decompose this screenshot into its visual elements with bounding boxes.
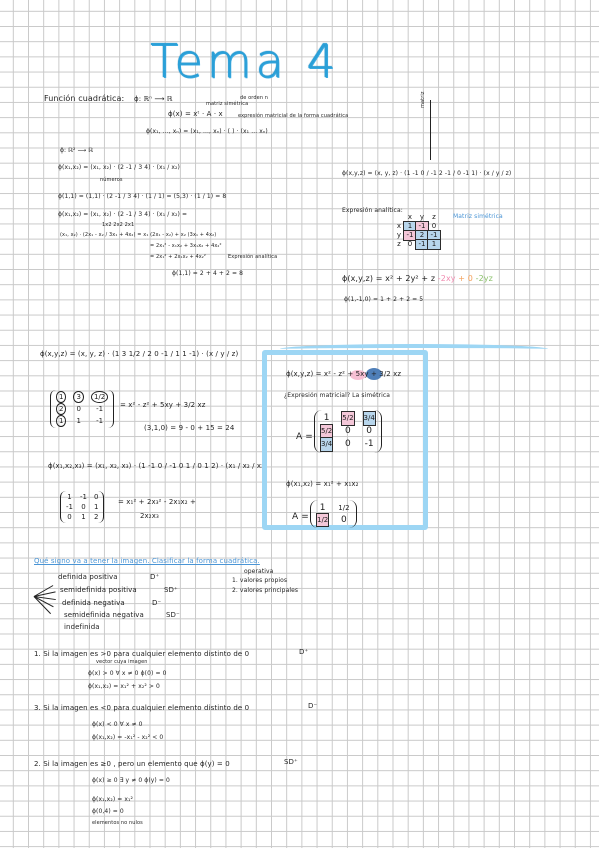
matrix-cell: 1 [319, 503, 326, 513]
matrix-cell: -1 [79, 493, 87, 501]
method-title: operativa [244, 568, 274, 575]
classification-heading: Qué signo va a tener la imagen. Clasificar la forma cuadrática. [34, 557, 260, 565]
r2-mult: (x₁, x₂) · (2x₁ - x₂ / 3x₁ + 4x₂) = x₁ (2x₁ - x₂) + x₂ (3x₁ + 4x₂) [60, 232, 217, 238]
matrix-cell: 3/4 [364, 412, 375, 425]
table-cell: -1 [416, 222, 428, 231]
matrix-cell: 0 [67, 513, 72, 521]
page-title: Tema 4 [150, 34, 340, 88]
rule-1-text: 1. Si la imagen es >0 para cualquier elemento distinto de 0 [34, 650, 250, 658]
rule-2-line-1: ϕ(x) ≥ 0 ∃ y ≠ 0 ϕ(y) = 0 [92, 777, 170, 784]
r2-check: ϕ(1,1) = 2 + 4 + 2 = 8 [172, 270, 244, 277]
matrix-cell: 0 [341, 515, 347, 525]
table-cell: -1 [404, 231, 416, 240]
definition-formula-n: ϕ(x₁, ..., xₙ) = (x₁, ..., xₙ) · ( ) · (x₁ ... xₙ) [146, 128, 268, 135]
note-expresion-matricial: expresión matricial de la forma cuadrática [238, 113, 349, 119]
m2-formula: ϕ(x₁,x₂,x₃) = (x₁, x₂, x₃) · (1 -1 0 / -1 0 1 / 0 1 2) · (x₁ / x₂ / x₃) [48, 462, 267, 470]
rule-3-line-2: ϕ(x₁,x₂) = -x₁² - x₂² < 0 [92, 734, 164, 741]
matrix-cell: 2 [93, 513, 99, 521]
matrix-cell: -1 [66, 503, 73, 511]
r2-result-note: Expresión analítica [228, 254, 278, 260]
matrix-cell: 0 [345, 426, 351, 436]
matrix-cell: 1 [67, 493, 72, 501]
m2-matrix [60, 491, 104, 523]
method-1: 1. valores propios [232, 577, 288, 584]
r3-expansion-pink: -2xy [437, 274, 456, 283]
b1-formula: ϕ(x,y,z) = x² - z² + 5xy + 3/2 xz [286, 370, 402, 378]
matrix-cell: 3 [73, 391, 83, 403]
definition-formula-x: ϕ(x) = xᵗ · A · x [168, 110, 223, 118]
matrix-cell: 1 [76, 417, 81, 425]
rule-1-line-2: ϕ(x₁,x₂) = x₁² + x₂² > 0 [88, 683, 160, 690]
rule-2-text: 2. Si la imagen es ≥0 , pero un elemento que ϕ(y) = 0 [34, 760, 230, 768]
r2-numbers-note: números [100, 177, 123, 183]
analitica-heading: Expresión analítica: [342, 207, 403, 214]
b1-label: A = [296, 432, 313, 442]
type-semidefinida-positiva: semidefinida positiva [60, 586, 137, 594]
vertical-matriz-label: matriz [420, 91, 426, 108]
type-definida-negativa: definida negativa [62, 599, 125, 607]
table-cell: 0 [431, 222, 437, 230]
m1-matrix [50, 390, 114, 428]
table-col-x: x [407, 213, 413, 221]
b1-matrix [314, 410, 382, 453]
matrix-cell: -1 [96, 417, 104, 425]
m1-expression: = x² - z² + 5xy + 3/2 xz [120, 401, 206, 409]
matrix-cell: 1/2 [338, 504, 350, 512]
r2-result: = 2x₁² + 2x₁x₂ + 4x₂² [150, 254, 207, 260]
r3-expansion-orange: + 0 [458, 274, 473, 283]
table-cell: 1 [428, 240, 440, 249]
table-cell: 2 [416, 231, 428, 240]
b2-formula-text: ϕ(x₁,x₂) = x₁² + x₁x₂ [286, 480, 359, 488]
type-code-sd-minus: SD⁻ [166, 611, 180, 619]
note-de-orden-n: de orden n [240, 95, 269, 101]
type-definida-positiva: definida positiva [58, 573, 118, 581]
type-semidefinida-negativa: semidefinida negativa [64, 611, 144, 619]
rule-1-sub-note: vector cuya imagen [96, 659, 148, 665]
type-code-sd-plus: SD⁺ [164, 586, 178, 594]
m2-expression: = x₁² + 2x₃² - 2x₁x₂ + [118, 498, 196, 506]
vertical-arrow [430, 100, 431, 160]
table-row-label: x [396, 222, 402, 230]
rule-2-line-2: ϕ(x₁,x₂) = x₁² [92, 796, 134, 803]
matrix-cell: 5/2 [342, 412, 353, 425]
matrix-cell: 1 [56, 415, 66, 427]
m1-eval: (3,1,0) = 9 - 0 + 15 = 24 [144, 424, 235, 432]
r3-eval: ϕ(1,-1,0) = 1 + 2 + 2 = 5 [344, 296, 424, 303]
matrix-cell: 0 [93, 493, 99, 501]
table-col-z: z [432, 213, 436, 221]
matrix-cell: -1 [96, 405, 104, 413]
rule-3-text: 3. Si la imagen es <0 para cualquier elemento distinto de 0 [34, 704, 250, 712]
matrix-cell: 0 [81, 503, 86, 511]
r2-eval-1: ϕ(1,1) = (1,1) · (2 -1 / 3 4) · (1 / 1) = (5,3) · (1 / 1) = 8 [58, 193, 227, 200]
note-matrix-simetrica: matriz simétrica [206, 101, 249, 107]
rule-1-code: D⁺ [299, 648, 309, 656]
simetrica-note: Matriz simétrica [453, 213, 503, 220]
r2-expand: = 2x₁² - x₁x₂ + 3x₁x₂ + 4x₂² [150, 243, 222, 249]
matrix-cell: 1/2 [91, 391, 108, 403]
matrix-cell: 1 [323, 413, 330, 423]
r2-eval-2: ϕ(x₁,x₂) = (x₁, x₂) · (2 -1 / 3 4) · (x₁ / x₂) = [58, 211, 188, 218]
table-row-label: y [396, 231, 402, 239]
rule-3-code: D⁻ [308, 702, 318, 710]
table-cell: -1 [416, 240, 428, 249]
r2-formula: ϕ(x₁,x₂) = (x₁, x₂) · (2 -1 / 3 4) · (x₁ / x₂) [58, 164, 180, 171]
definition-heading: Función cuadrática: [44, 94, 125, 103]
rule-3-line-1: ϕ(x) < 0 ∀ x ≠ 0 [92, 721, 143, 728]
rule-2-sub-note: elementos no nulos [92, 820, 143, 826]
table-row-label: z [397, 240, 401, 248]
matrix-cell: 1 [81, 513, 86, 521]
matrix-cell: -1 [364, 439, 374, 449]
b2-label: A = [292, 512, 309, 522]
r3-expansion [342, 274, 493, 283]
table-cell: 1 [404, 222, 416, 231]
table-col-y: y [419, 213, 425, 221]
matrix-cell: 1 [93, 503, 99, 511]
type-code-d-minus: D⁻ [152, 599, 162, 607]
r3-formula: ϕ(x,y,z) = (x, y, z) · (1 -1 0 / -1 2 -1 / 0 -1 1) · (x / y / z) [342, 170, 512, 177]
definition-map: ϕ: ℝⁿ ⟶ ℝ [134, 95, 173, 103]
matrix-cell: 5/2 [321, 425, 332, 438]
matrix-cell: 1/2 [317, 516, 329, 524]
rule-1-line-1: ϕ(x) > 0 ∀ x ≠ 0 ϕ(0) = 0 [88, 670, 167, 677]
matrix-cell: 0 [345, 439, 351, 449]
matrix-cell: 2 [56, 403, 66, 415]
m1-formula: ϕ(x,y,z) = (x, y, z) · (1 3 1/2 / 2 0 -1 / 1 1 -1) · (x / y / z) [40, 350, 239, 358]
matrix-cell: 3/4 [321, 438, 332, 451]
type-indefinida: indefinida [64, 623, 100, 631]
b1-question: ¿Expresión matricial? La simétrica [284, 392, 391, 399]
matrix-cell: 0 [76, 405, 81, 413]
rule-2-code: SD⁺ [284, 758, 298, 766]
matrix-cell: 0 [366, 426, 373, 436]
r3-expansion-prefix: ϕ(x,y,z) = x² + 2y² + z [342, 274, 438, 283]
matrix-cell: 1 [56, 391, 66, 403]
r2-dims: 1x2 2x2 2x1 [102, 222, 135, 228]
method-2: 2. valores principales [232, 587, 299, 594]
table-cell: 0 [407, 240, 413, 248]
r2-map: ϕ: ℝ² ⟶ ℝ [60, 147, 94, 154]
table-cell: -1 [428, 231, 440, 240]
b2-formula [286, 480, 359, 488]
analitica-table [394, 213, 440, 249]
b2-matrix [310, 500, 357, 528]
rule-2-line-3: ϕ(0,4) = 0 [92, 808, 124, 815]
type-code-d-plus: D⁺ [150, 573, 160, 581]
m2-expression-2: 2x₂x₃ [140, 512, 159, 520]
r3-expansion-green: -2yz [475, 274, 493, 283]
